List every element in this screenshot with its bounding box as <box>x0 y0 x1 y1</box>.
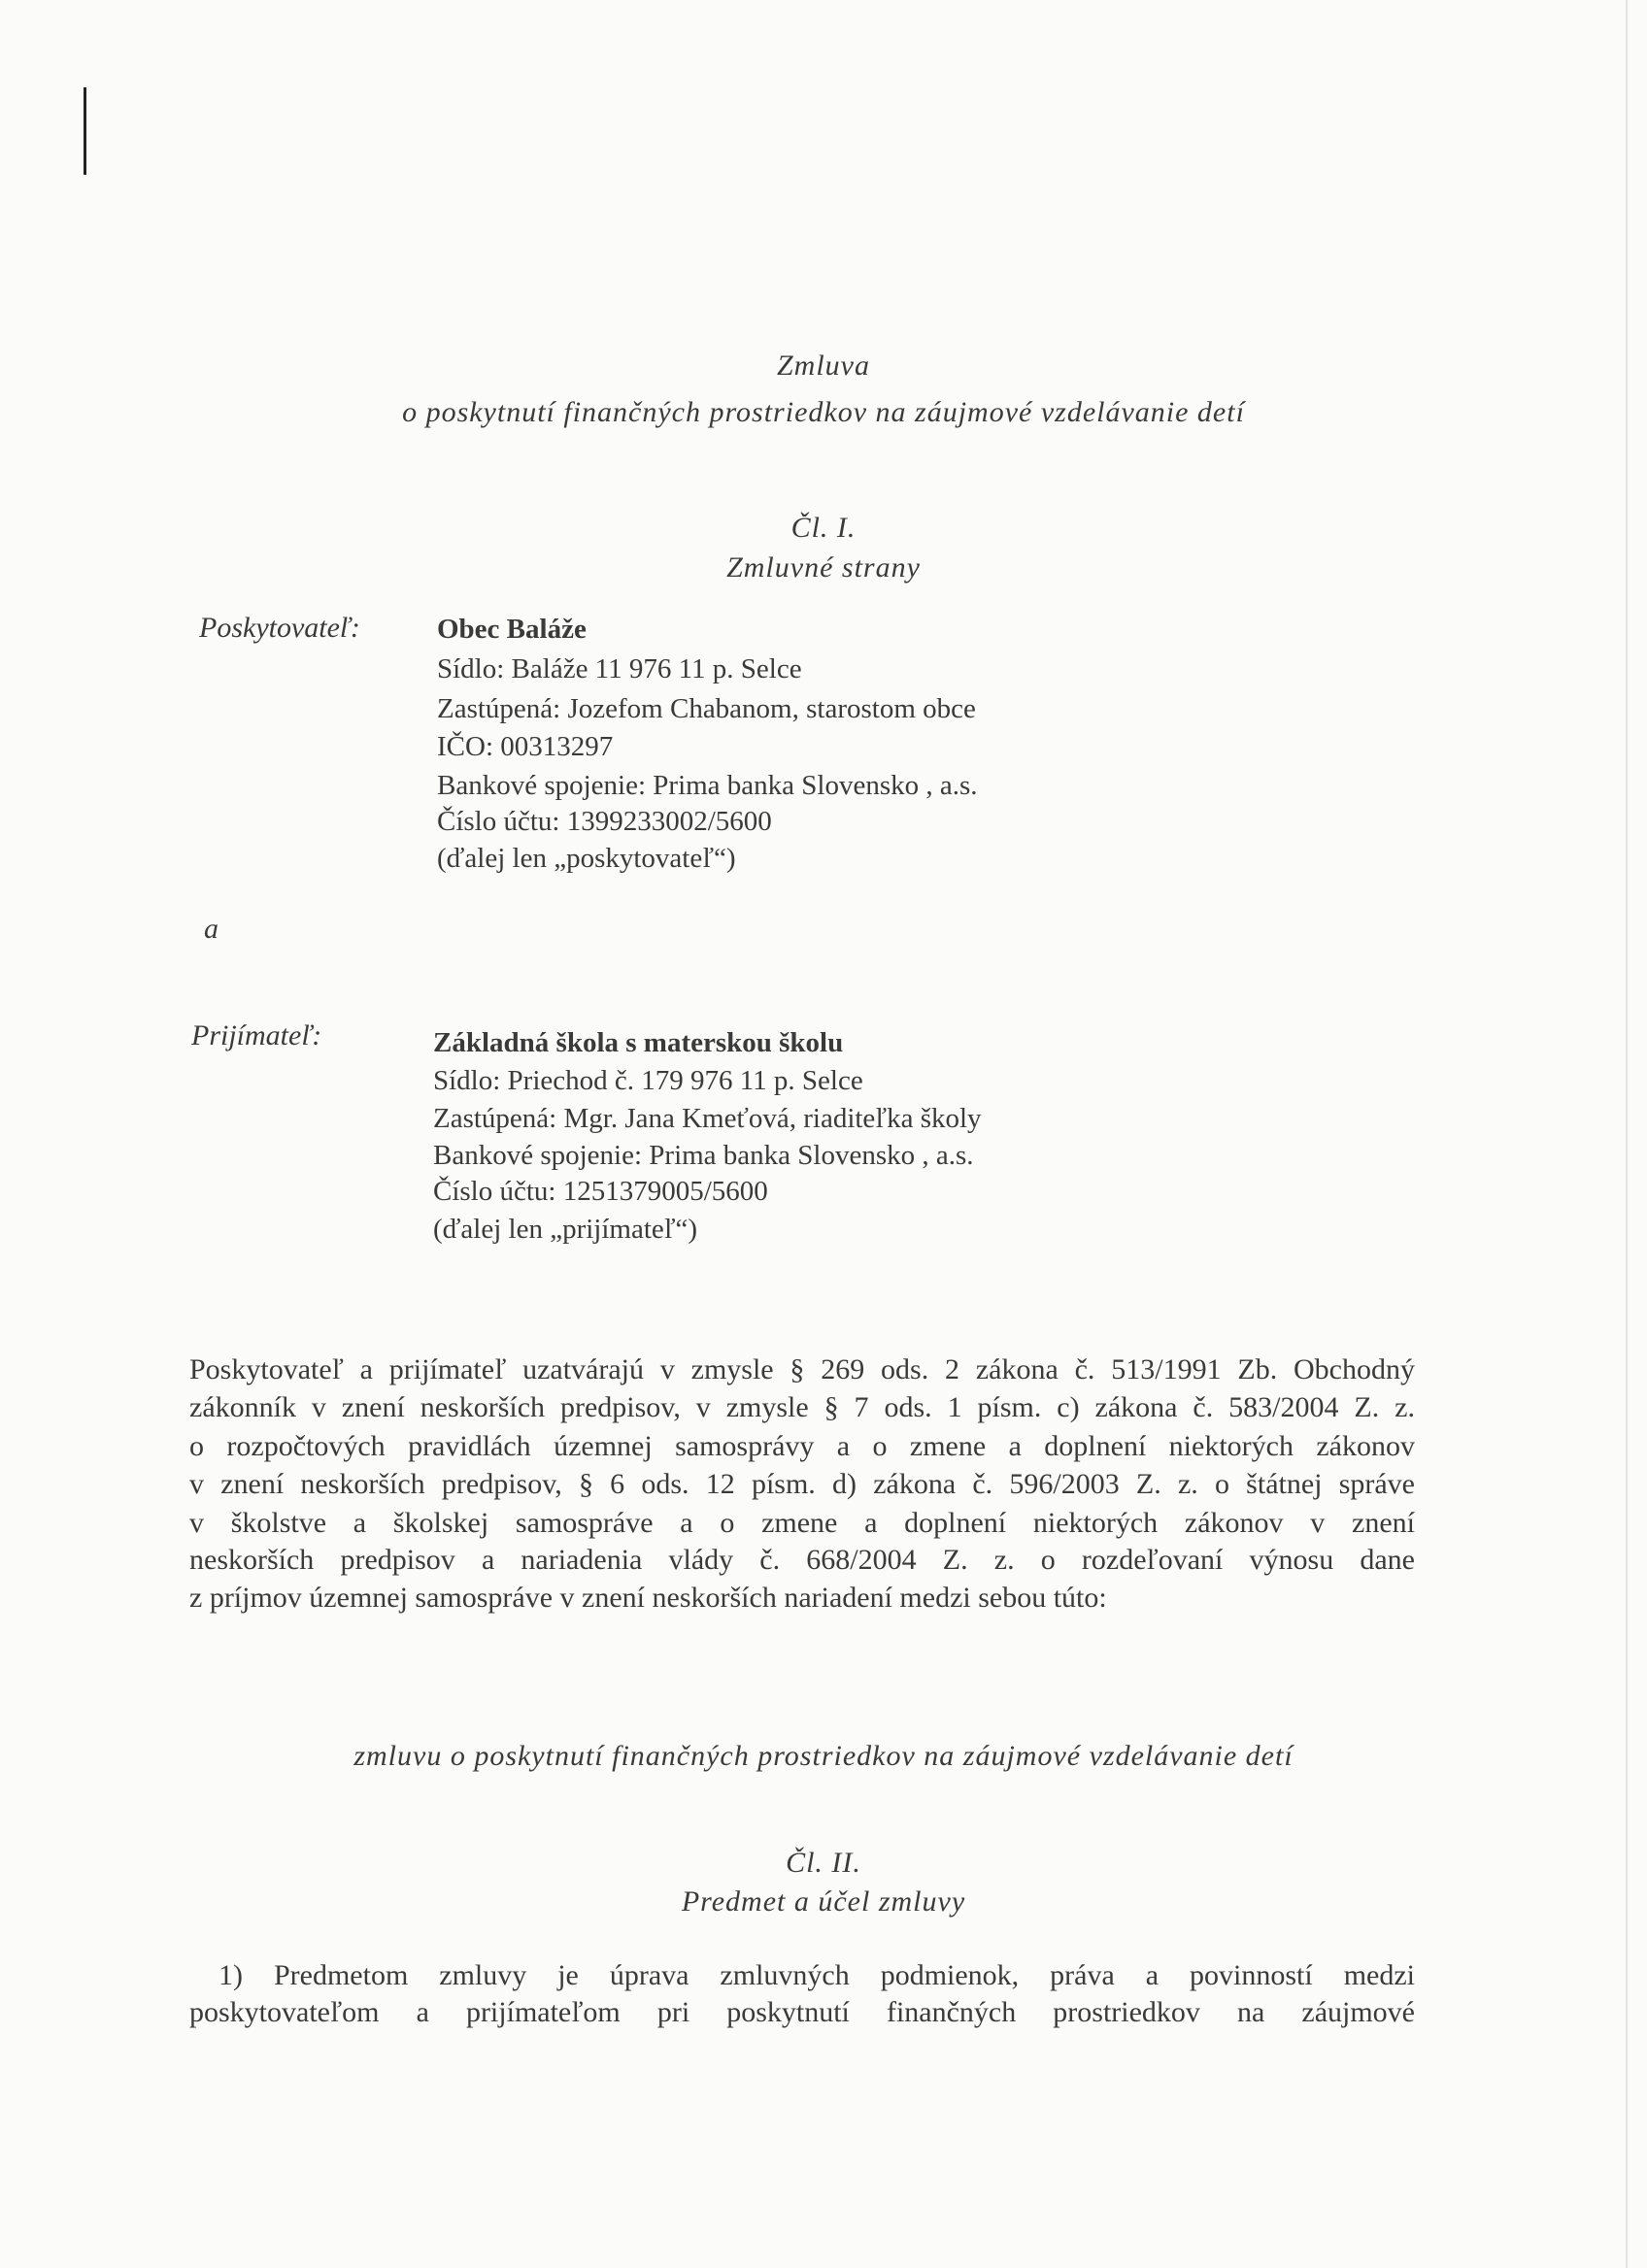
preamble-line: zákonník v znení neskorších predpisov, v zmysle § 7 ods. 1 písm. c) zákona č. 583/2004 Z. z. <box>189 1391 1415 1423</box>
recipient-alias: (ďalej len „prijímateľ“) <box>433 1214 698 1245</box>
recipient-seat: Sídlo: Priechod č. 179 976 11 p. Selce <box>433 1065 863 1096</box>
provider-seat: Sídlo: Baláže 11 976 11 p. Selce <box>437 653 802 684</box>
article-2-text-line: poskytovateľom a prijímateľom pri poskytnutí finančných prostriedkov na záujmové <box>189 1996 1415 2028</box>
conjunction-and: a <box>204 913 218 945</box>
scan-edge-line <box>1626 0 1628 2268</box>
provider-ico: IČO: 00313297 <box>437 731 614 762</box>
preamble-line-last: z príjmov územnej samospráve v znení neskorších nariadení medzi sebou túto: <box>189 1582 1107 1614</box>
preamble-line: v znení neskorších predpisov, § 6 ods. 12 písm. d) zákona č. 596/2003 Z. z. o štátnej správe <box>189 1468 1415 1500</box>
provider-alias: (ďalej len „poskytovateľ“) <box>437 843 736 874</box>
recipient-bank: Bankové spojenie: Prima banka Slovensko , a.s. <box>433 1140 974 1171</box>
article-2-number: Čl. II. <box>786 1847 861 1879</box>
preamble-line: Poskytovateľ a prijímateľ uzatvárajú v zmysle § 269 ods. 2 zákona č. 513/1991 Zb. Obchodný <box>189 1353 1415 1385</box>
contract-name: zmluvu o poskytnutí finančných prostriedkov na záujmové vzdelávanie detí <box>353 1740 1294 1772</box>
provider-bank: Bankové spojenie: Prima banka Slovensko , a.s. <box>437 770 978 801</box>
provider-label: Poskytovateľ: <box>199 612 360 644</box>
preamble-line: neskorších predpisov a nariadenia vlády č. 668/2004 Z. z. o rozdeľovaní výnosu dane <box>189 1544 1415 1576</box>
provider-name: Obec Baláže <box>437 614 587 645</box>
provider-represented: Zastúpená: Jozefom Chabanom, starostom obce <box>437 693 976 724</box>
document-title: Zmluva <box>777 350 870 382</box>
recipient-represented: Zastúpená: Mgr. Jana Kmeťová, riaditeľka školy <box>433 1103 982 1134</box>
article-2-text-line: 1) Predmetom zmluvy je úprava zmluvných podmienok, práva a povinností medzi <box>218 1959 1415 1991</box>
scan-margin-mark <box>84 87 86 175</box>
preamble-line: v školstve a školskej samospráve a o zmene a doplnení niektorých zákonov v znení <box>189 1507 1415 1539</box>
article-1-number: Čl. I. <box>790 512 857 544</box>
article-2-heading: Predmet a účel zmluvy <box>681 1885 966 1918</box>
recipient-name: Základná škola s materskou školu <box>433 1027 844 1058</box>
article-1-heading: Zmluvné strany <box>726 551 921 584</box>
recipient-account: Číslo účtu: 1251379005/5600 <box>433 1176 768 1207</box>
recipient-label: Prijímateľ: <box>191 1019 322 1051</box>
preamble-line: o rozpočtových pravidlách územnej samosprávy a o zmene a doplnení niektorých zákonov <box>189 1430 1415 1462</box>
provider-account: Číslo účtu: 1399233002/5600 <box>437 806 772 837</box>
document-subtitle: o poskytnutí finančných prostriedkov na záujmové vzdelávanie detí <box>402 396 1245 428</box>
